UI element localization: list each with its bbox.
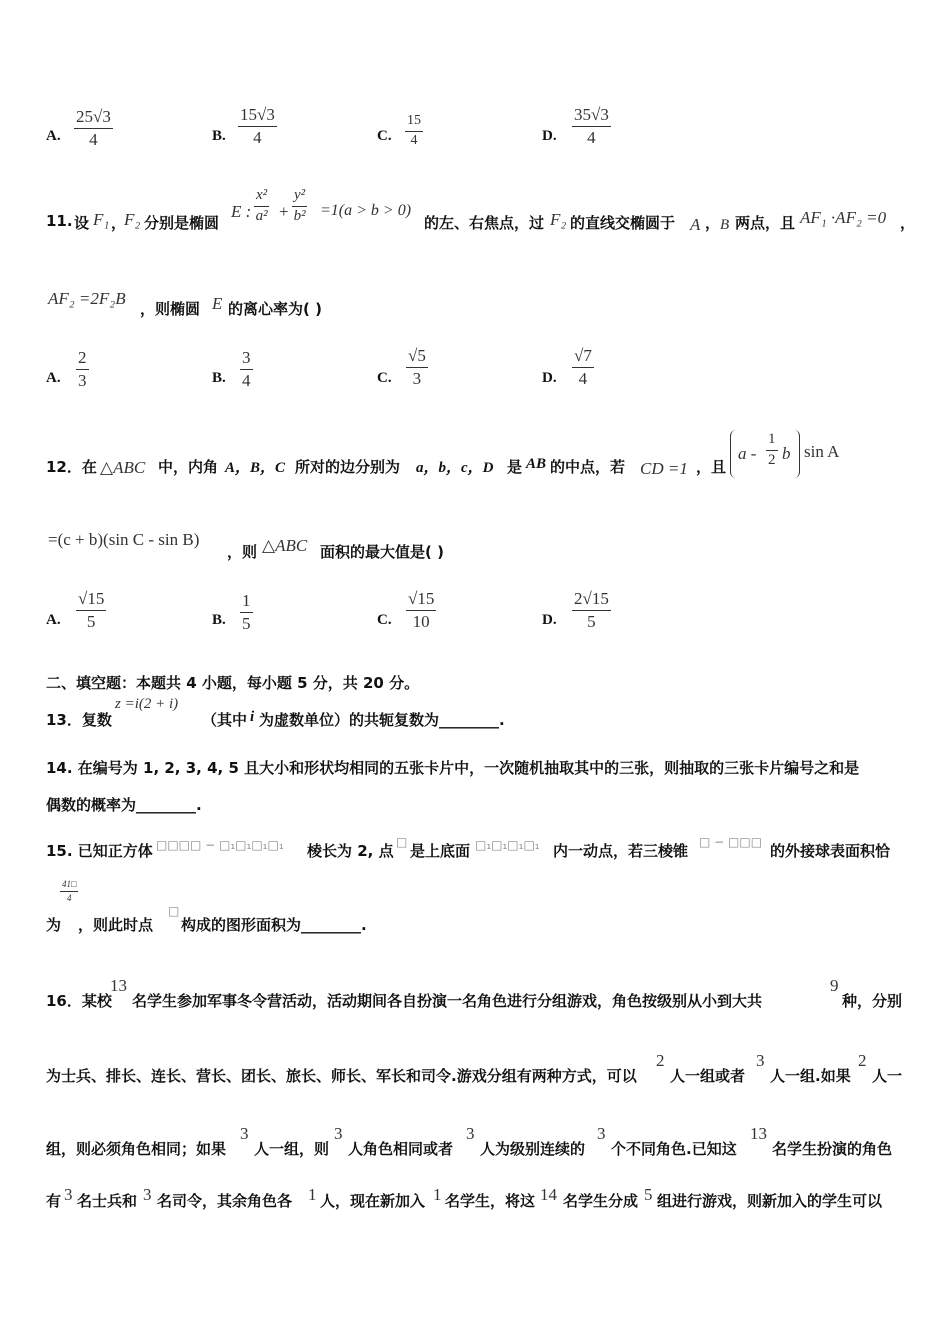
q10-option-c-num: 15 bbox=[405, 114, 423, 132]
q12-half-den: 2 bbox=[768, 451, 776, 468]
q10-option-a-letter: A. bbox=[46, 128, 61, 144]
q11-number: 11. bbox=[46, 212, 73, 230]
q16-l3-c: 人角色相同或者 bbox=[348, 1140, 454, 1158]
q10-option-a-fraction bbox=[74, 108, 113, 149]
q16-l4-a: 有 bbox=[46, 1192, 62, 1210]
q16-n1a: 1 bbox=[308, 1185, 317, 1204]
q16-l2-c: 人一组.如果 bbox=[770, 1067, 851, 1085]
q12-option-c-fraction bbox=[406, 590, 436, 631]
q11-eq-tail: =1(a > b > 0) bbox=[320, 202, 412, 219]
q16-l4-c: 名司令，其余角色各 bbox=[157, 1192, 293, 1210]
q10-option-a-num: 25√3 bbox=[74, 108, 113, 129]
q12-text-6: ，则 bbox=[227, 543, 258, 561]
q11-option-b-letter: B. bbox=[212, 370, 226, 386]
q16-l3-e: 个不同角色.已知这 bbox=[611, 1140, 737, 1158]
q11-option-a-num: 2 bbox=[76, 349, 89, 370]
q12-option-b-den: 5 bbox=[242, 613, 251, 633]
q16-n3b: 3 bbox=[240, 1124, 249, 1143]
q12-text-4: 的中点，若 bbox=[550, 458, 626, 476]
q12-option-a-num: √15 bbox=[76, 590, 106, 611]
q13-text-1: （其中 bbox=[202, 711, 248, 729]
section-2-heading: 二、填空题：本题共 4 小题，每小题 5 分，共 20 分。 bbox=[46, 674, 420, 692]
q12-number: 12．在 bbox=[46, 458, 97, 476]
q15-text-1: 15. 已知正方体 bbox=[46, 842, 153, 860]
q11-option-c-fraction bbox=[406, 347, 428, 388]
q16-l3-f: 名学生扮演的角色 bbox=[772, 1140, 893, 1158]
q11-point-b: B bbox=[720, 217, 730, 233]
q11-option-b-num: 3 bbox=[240, 349, 253, 370]
q15-frac-den: 4 bbox=[66, 893, 72, 904]
q16-n3f: 3 bbox=[64, 1185, 73, 1204]
q12-text-1: 中，内角 bbox=[158, 458, 219, 476]
q16-n3e: 3 bbox=[597, 1124, 606, 1143]
q12-text-3: 是 bbox=[507, 458, 523, 476]
q10-option-c-den: 4 bbox=[410, 132, 418, 148]
q16-l4-g: 组进行游戏，则新加入的学生可以 bbox=[657, 1192, 883, 1210]
q16-n3a: 3 bbox=[756, 1051, 765, 1070]
q16-n1b: 1 bbox=[433, 1185, 442, 1204]
q16-n2a: 2 bbox=[656, 1051, 665, 1070]
q11-eq-b2: b² bbox=[293, 207, 306, 224]
q16-n14: 14 bbox=[540, 1185, 557, 1204]
q16-l2-b: 人一组或者 bbox=[670, 1067, 746, 1085]
q11-point-a: A bbox=[690, 215, 701, 234]
q10-option-b-den: 4 bbox=[253, 127, 262, 147]
q14-line-2: 偶数的概率为________. bbox=[46, 796, 202, 814]
q11-option-d-letter: D. bbox=[542, 370, 557, 386]
q10-option-b-num: 15√3 bbox=[238, 106, 277, 127]
q16-l1-a: 16．某校 bbox=[46, 992, 112, 1010]
q11-option-d-fraction bbox=[572, 347, 594, 388]
q16-n13: 13 bbox=[110, 976, 127, 995]
q11-option-b-fraction bbox=[240, 349, 253, 390]
q16-n9: 9 bbox=[830, 976, 839, 995]
q16-n3g: 3 bbox=[143, 1185, 152, 1204]
q10-option-d-den: 4 bbox=[587, 127, 596, 147]
q11-f2: F₂ bbox=[124, 210, 141, 229]
q16-n2b: 2 bbox=[858, 1051, 867, 1070]
q11-text-4: 的直线交椭圆于 bbox=[570, 214, 676, 232]
q13-expr: z =i(2 + i) bbox=[115, 696, 179, 712]
q12-expr-a: a - bbox=[738, 444, 757, 463]
q12-triangle-2: △ABC bbox=[262, 536, 308, 555]
q15-text-4: 内一动点，若三棱锥 bbox=[553, 842, 689, 860]
q16-l4-e: 名学生，将这 bbox=[445, 1192, 536, 1210]
q11-option-d-den: 4 bbox=[578, 368, 588, 388]
q16-l2-a: 为士兵、排长、连长、营长、团长、旅长、师长、军长和司令.游戏分组有两种方式，可以 bbox=[46, 1067, 637, 1085]
q11-sep-3: ， bbox=[900, 214, 916, 232]
q15-frac-num: 41□ bbox=[60, 880, 78, 892]
q12-cd-expr: CD =1 bbox=[640, 459, 688, 478]
q11-f1: F₁ bbox=[93, 210, 110, 229]
q15-text-2: 棱长为 2, 点 bbox=[307, 842, 394, 860]
q12-option-a-fraction bbox=[76, 590, 106, 631]
q12-option-a-letter: A. bbox=[46, 612, 61, 628]
q12-option-d-den: 5 bbox=[587, 611, 596, 631]
q12-half-num: 1 bbox=[766, 432, 778, 451]
q15-placeholder-cube: □□□□ − □₁□₁□₁□₁ bbox=[156, 838, 284, 852]
q12-text-1b: A，B，C bbox=[225, 460, 286, 476]
q12-option-d-num: 2√15 bbox=[572, 590, 611, 611]
q11-dot-expr: AF₁ ·AF₂ =0 bbox=[800, 208, 887, 227]
q16-n3d: 3 bbox=[466, 1124, 475, 1143]
q16-l1-c: 种，分别 bbox=[842, 992, 903, 1010]
q16-n13b: 13 bbox=[750, 1124, 767, 1143]
q14-line-1: 14. 在编号为 1, 2, 3, 4, 5 且大小和形状均相同的五张卡片中，一次随机抽取其中的三张，则抽取的三张卡片编号之和是 bbox=[46, 759, 860, 777]
q10-option-d-letter: D. bbox=[542, 128, 557, 144]
q16-l1-b: 名学生参加军事冬令营活动，活动期间各自扮演一名角色进行分组游戏，角色按级别从小到大共 bbox=[132, 992, 763, 1010]
q13-text-2: 为虚数单位）的共轭复数为________. bbox=[259, 711, 505, 729]
q15-placeholder-point: □ bbox=[396, 835, 408, 849]
q11-line2-expr: AF₂ =2F₂B bbox=[48, 289, 126, 308]
q10-option-a-den: 4 bbox=[89, 129, 98, 149]
q16-l3-a: 组，则必须角色相同；如果 bbox=[46, 1140, 227, 1158]
q12-text-2b: a，b，c，D bbox=[416, 460, 494, 476]
q11-text-3: 的左、右焦点，过 bbox=[424, 214, 545, 232]
q15-text-5: 的外接球表面积恰 bbox=[770, 842, 891, 860]
q13-number: 13．复数 bbox=[46, 711, 112, 729]
q15-area-fraction bbox=[60, 880, 78, 904]
q11-text-1: 设 bbox=[74, 214, 90, 232]
q11-text-7: 的离心率为( ) bbox=[228, 300, 322, 318]
q10-option-b-letter: B. bbox=[212, 128, 226, 144]
q12-text-3b: AB bbox=[526, 456, 547, 472]
q11-text-6: ，则椭圆 bbox=[140, 300, 201, 318]
q12-option-d-fraction bbox=[572, 590, 611, 631]
q12-option-c-letter: C. bbox=[377, 612, 392, 628]
q16-n5: 5 bbox=[644, 1185, 653, 1204]
q10-option-b-fraction bbox=[238, 106, 277, 147]
q16-n3c: 3 bbox=[334, 1124, 343, 1143]
q10-option-c-fraction bbox=[405, 114, 423, 148]
q13-i: i bbox=[250, 709, 255, 725]
q11-eq-x-frac bbox=[254, 188, 269, 225]
q11-option-c-letter: C. bbox=[377, 370, 392, 386]
q16-l3-d: 人为级别连续的 bbox=[480, 1140, 586, 1158]
q11-eq-lead: E : bbox=[231, 202, 252, 221]
q16-l4-b: 名士兵和 bbox=[77, 1192, 138, 1210]
q11-option-a-letter: A. bbox=[46, 370, 61, 386]
q12-option-a-den: 5 bbox=[86, 611, 96, 631]
q12-text-5: ，且 bbox=[696, 458, 727, 476]
q11-eq-x2: x² bbox=[254, 188, 269, 207]
q10-option-c-letter: C. bbox=[377, 128, 392, 144]
q12-expr-b: b bbox=[782, 444, 791, 463]
q11-eq-y-frac bbox=[292, 188, 307, 225]
q16-l2-d: 人一 bbox=[872, 1067, 903, 1085]
q11-text-2: 分别是椭圆 bbox=[144, 214, 220, 232]
q11-option-c-den: 3 bbox=[412, 368, 422, 388]
q12-option-d-letter: D. bbox=[542, 612, 557, 628]
q11-option-b-den: 4 bbox=[242, 370, 251, 390]
q11-eq-y2: y² bbox=[292, 188, 307, 207]
q15-placeholder-base: □₁□₁□₁□₁ bbox=[475, 838, 540, 852]
q12-expr-sin: sin A bbox=[804, 442, 840, 461]
q12-text-7: 面积的最大值是( ) bbox=[320, 543, 444, 561]
q12-option-c-num: √15 bbox=[406, 590, 436, 611]
q16-l3-b: 人一组，则 bbox=[254, 1140, 330, 1158]
q15-text-8: 构成的图形面积为________. bbox=[181, 916, 367, 934]
q11-f2b: F₂ bbox=[550, 210, 567, 229]
q12-text-2: 所对的边分别为 bbox=[295, 458, 401, 476]
q11-option-a-fraction bbox=[76, 349, 89, 390]
q12-option-c-den: 10 bbox=[412, 611, 430, 631]
q11-option-d-num: √7 bbox=[572, 347, 594, 368]
q15-text-6: 为 bbox=[46, 916, 62, 934]
q11-option-c-num: √5 bbox=[406, 347, 428, 368]
q11-sep-2: ， bbox=[705, 214, 721, 232]
q12-triangle: △ABC bbox=[100, 458, 146, 477]
q11-eq-a2: a² bbox=[255, 207, 268, 224]
q11-e: E bbox=[212, 294, 223, 313]
q12-option-b-fraction bbox=[240, 592, 253, 633]
q12-line2-expr: =(c + b)(sin C - sin B) bbox=[48, 530, 200, 549]
q10-option-d-num: 35√3 bbox=[572, 106, 611, 127]
q11-option-a-den: 3 bbox=[78, 370, 87, 390]
q12-option-b-letter: B. bbox=[212, 612, 226, 628]
q10-option-d-fraction bbox=[572, 106, 611, 147]
q11-eq-plus: + bbox=[279, 202, 289, 221]
q11-text-5: 两点，且 bbox=[735, 214, 796, 232]
q12-half-fraction bbox=[766, 432, 778, 469]
q16-l4-d: 人，现在新加入 bbox=[320, 1192, 426, 1210]
q15-placeholder-point-2: □ bbox=[168, 904, 180, 918]
q15-text-7: ，则此时点 bbox=[78, 916, 154, 934]
q16-l4-f: 名学生分成 bbox=[563, 1192, 639, 1210]
q11-sep-1: ， bbox=[111, 214, 127, 232]
q15-text-3: 是上底面 bbox=[410, 842, 471, 860]
q15-placeholder-pyramid: □ − □□□ bbox=[699, 835, 763, 849]
q12-option-b-num: 1 bbox=[240, 592, 253, 613]
